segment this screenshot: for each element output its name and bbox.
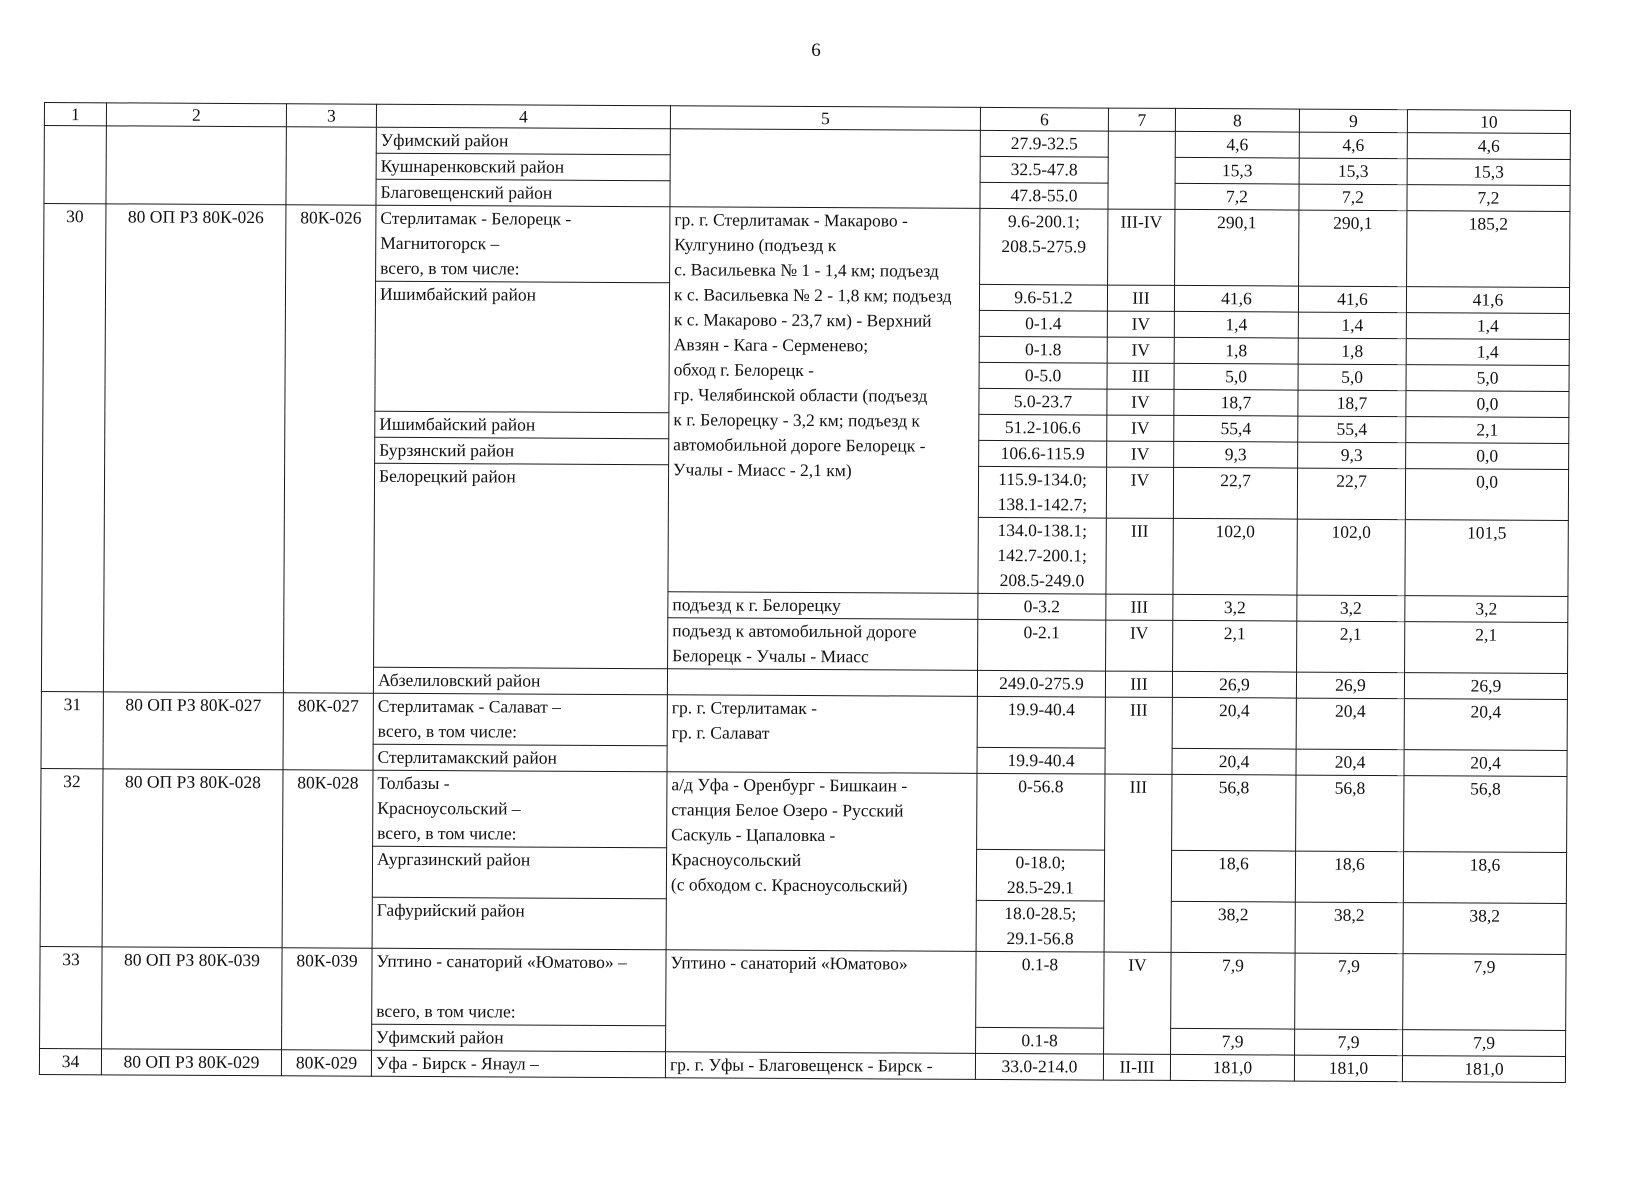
category-cell: IV	[1106, 620, 1173, 671]
km-cell: 106.6-115.9	[979, 440, 1107, 467]
value-cell: 7,2	[1407, 185, 1570, 212]
km-cell: 0-18.0; 28.5-29.1	[976, 849, 1104, 901]
value-cell: 7,9	[1171, 1028, 1295, 1055]
km-cell: 32.5-47.8	[980, 156, 1108, 183]
district-cell: Гафурийский район	[372, 897, 666, 950]
value-cell: 0,0	[1406, 443, 1569, 470]
road-route: Уптино - санаторий «Юматово»	[666, 950, 977, 1054]
value-cell: 26,9	[1404, 673, 1567, 700]
value-cell: 20,4	[1172, 748, 1296, 775]
road-id: 80 ОП РЗ 80К-039	[102, 947, 283, 1050]
km-cell: 0.1-8	[976, 951, 1104, 1028]
route-cell: подъезд к г. Белорецку	[668, 592, 978, 620]
value-cell: 7,9	[1295, 953, 1403, 1030]
value-cell: 181,0	[1402, 1056, 1565, 1083]
category-cell: IV	[1107, 415, 1174, 441]
table-row	[44, 204, 1570, 288]
district-cell: Уфимский район	[372, 1024, 666, 1052]
value-cell: 7,9	[1403, 954, 1566, 1031]
value-cell: 181,0	[1170, 1054, 1294, 1081]
value-cell: 56,8	[1296, 775, 1404, 852]
km-cell: 51.2-106.6	[979, 414, 1107, 441]
value-cell: 7,9	[1295, 1029, 1403, 1056]
road-name: Стерлитамак - Белорецк - Магнитогорск – всего, в том числе:	[376, 205, 670, 283]
category-cell: IV	[1107, 441, 1174, 467]
value-cell: 7,9	[1171, 952, 1295, 1029]
km-cell: 18.0-28.5; 29.1-56.8	[976, 900, 1104, 952]
category-cell: III	[1106, 518, 1173, 594]
km-cell: 27.9-32.5	[980, 130, 1108, 157]
km-cell: 0-5.0	[979, 362, 1107, 389]
value-cell: 102,0	[1173, 518, 1297, 595]
row-number: 31	[41, 691, 103, 768]
road-code: 80К-039	[282, 948, 373, 1050]
value-cell: 1,4	[1406, 339, 1569, 366]
value-cell: 0,0	[1406, 391, 1569, 418]
header-cell: 6	[980, 107, 1108, 131]
km-cell: 19.9-40.4	[977, 747, 1105, 774]
road-route: гр. г. Стерлитамак - Макарово - Кулгунино (подъезд к с. Васильевка № 1 - 1,4 км; подъезд к с. Васильевка № 2 - 1,8 км; подъезд к с. Макарово - 23,7 км) - Верхний Авзян - Кага - Серменево; обход г. Белорецк - гр. Челябинской области (подъезд к г. Белорецку - 3,2 км; подъезд к автомобильной дороге Белорецк - Учалы - Миасс - 2,1 км)	[668, 207, 980, 594]
district-cell: Ишимбайский район	[375, 281, 670, 413]
value-cell: 15,3	[1407, 159, 1570, 186]
roads-table	[39, 102, 1571, 1083]
district-cell: Бурзянский район	[375, 437, 669, 465]
district-cell: Абзелиловский район	[373, 667, 667, 695]
district-cell: Стерлитамакский район	[373, 744, 667, 772]
km-cell: 47.8-55.0	[980, 182, 1108, 209]
value-cell: 20,4	[1404, 699, 1567, 751]
category-cell: III-IV	[1108, 209, 1175, 285]
value-cell: 7,9	[1403, 1030, 1566, 1057]
road-id: 80 ОП РЗ 80К-029	[101, 1049, 281, 1076]
value-cell: 1,4	[1406, 313, 1569, 340]
value-cell: 5,0	[1406, 365, 1569, 392]
header-cell: 4	[376, 104, 670, 129]
header-cell: 8	[1175, 108, 1299, 132]
road-name: Уфа - Бирск - Янаул –	[371, 1050, 665, 1078]
value-cell: 1,4	[1298, 312, 1406, 339]
value-cell: 18,7	[1174, 389, 1298, 416]
district-cell: Белорецкий район	[374, 463, 669, 669]
value-cell: 1,8	[1174, 337, 1298, 364]
value-cell: 3,2	[1405, 596, 1568, 623]
row-number: 33	[40, 946, 103, 1048]
value-cell: 20,4	[1296, 749, 1404, 776]
header-cell: 2	[106, 103, 286, 127]
road-route: а/д Уфа - Оренбург - Бишкаин - станция Белое Озеро - Русский Саскуль - Цапаловка - Красноусольский (с обходом с. Красноусольский)	[666, 772, 977, 952]
km-cell: 0-1.4	[979, 310, 1107, 337]
route-cell: подъезд к автомобильной дороге Белорецк - Учалы - Миасс	[668, 618, 978, 671]
header-cell: 3	[286, 104, 376, 127]
value-cell: 1,4	[1174, 311, 1298, 338]
header-cell: 10	[1407, 110, 1570, 134]
value-cell: 3,2	[1297, 595, 1405, 622]
value-cell: 102,0	[1297, 519, 1405, 596]
value-cell: 20,4	[1296, 698, 1404, 750]
value-cell: 41,6	[1298, 286, 1406, 313]
road-code: 80К-028	[282, 770, 373, 948]
category-cell: III	[1107, 363, 1174, 389]
km-cell: 0-2.1	[978, 619, 1106, 671]
value-cell: 5,0	[1298, 364, 1406, 391]
value-cell: 56,8	[1404, 776, 1567, 853]
header-cell: 5	[670, 106, 980, 131]
value-cell: 18,7	[1298, 390, 1406, 417]
value-cell: 4,6	[1407, 133, 1570, 160]
value-cell: 290,1	[1175, 209, 1299, 286]
value-cell: 9,3	[1174, 441, 1298, 468]
value-cell: 4,6	[1299, 132, 1407, 159]
km-cell: 115.9-134.0; 138.1-142.7;	[978, 466, 1106, 518]
value-cell: 3,2	[1173, 594, 1297, 621]
value-cell: 15,3	[1299, 158, 1407, 185]
road-name: Уптино - санаторий «Юматово» – всего, в том числе:	[372, 948, 666, 1026]
value-cell: 18,6	[1295, 851, 1403, 903]
category-cell: IV	[1107, 311, 1174, 337]
district-cell: Уфимский район	[376, 127, 670, 155]
table-row	[41, 768, 1567, 852]
page-number: 6	[811, 40, 821, 61]
km-cell: 0-3.2	[978, 593, 1106, 620]
road-id: 80 ОП РЗ 80К-026	[103, 204, 286, 693]
road-code: 80К-026	[283, 205, 376, 693]
value-cell: 2,1	[1405, 622, 1568, 674]
km-cell: 249.0-275.9	[977, 670, 1105, 697]
value-cell: 101,5	[1405, 520, 1568, 597]
value-cell: 4,6	[1175, 131, 1299, 158]
header-cell: 9	[1299, 109, 1407, 133]
road-code: 80К-027	[283, 693, 373, 770]
category-cell: II-III	[1103, 1054, 1170, 1080]
value-cell: 26,9	[1172, 671, 1296, 698]
value-cell: 185,2	[1407, 211, 1570, 288]
value-cell: 7,2	[1299, 184, 1407, 211]
road-id: 80 ОП РЗ 80К-028	[102, 769, 283, 948]
category-cell: III	[1105, 671, 1172, 697]
km-cell: 134.0-138.1; 142.7-200.1; 208.5-249.0	[978, 517, 1106, 594]
district-cell: Аургазинский район	[372, 846, 666, 899]
value-cell: 2,1	[1406, 417, 1569, 444]
road-code: 80К-029	[281, 1050, 371, 1076]
value-cell: 15,3	[1175, 157, 1299, 184]
district-cell: Ишимбайский район	[375, 411, 669, 439]
table-row	[40, 946, 1566, 1030]
value-cell: 18,6	[1403, 852, 1566, 904]
road-name: Толбазы - Красноусольский – всего, в том числе:	[373, 770, 667, 848]
km-cell: 0-1.8	[979, 336, 1107, 363]
km-cell: 9.6-51.2	[979, 284, 1107, 311]
km-cell: 0.1-8	[976, 1027, 1104, 1054]
row-number: 30	[41, 204, 106, 692]
road-route: гр. г. Стерлитамак - гр. г. Салават	[667, 695, 977, 774]
value-cell: 0,0	[1405, 469, 1568, 521]
km-cell: 19.9-40.4	[977, 696, 1105, 748]
value-cell: 7,2	[1175, 183, 1299, 210]
table-row	[41, 691, 1567, 750]
road-name: Стерлитамак - Салават – всего, в том числе:	[373, 693, 667, 746]
category-cell: III	[1106, 594, 1173, 620]
value-cell: 5,0	[1174, 363, 1298, 390]
value-cell: 22,7	[1173, 467, 1297, 519]
road-route: гр. г. Уфы - Благовещенск - Бирск -	[665, 1052, 975, 1080]
value-cell: 41,6	[1174, 285, 1298, 312]
category-cell: III	[1105, 697, 1172, 774]
district-cell: Благовещенский район	[376, 179, 670, 207]
category-cell: IV	[1107, 389, 1174, 415]
km-cell: 0-56.8	[977, 773, 1105, 850]
value-cell: 9,3	[1298, 442, 1406, 469]
value-cell: 20,4	[1404, 750, 1567, 777]
value-cell: 38,2	[1403, 903, 1566, 955]
category-cell: IV	[1107, 337, 1174, 363]
value-cell: 18,6	[1171, 850, 1295, 902]
district-cell: Кушнаренковский район	[376, 153, 670, 181]
row-number: 32	[40, 768, 103, 946]
km-cell: 5.0-23.7	[979, 388, 1107, 415]
category-cell: IV	[1106, 467, 1173, 518]
header-cell: 1	[44, 103, 106, 126]
value-cell: 26,9	[1296, 672, 1404, 699]
value-cell: 22,7	[1297, 468, 1405, 520]
value-cell: 38,2	[1295, 902, 1403, 954]
value-cell: 55,4	[1298, 416, 1406, 443]
value-cell: 2,1	[1173, 620, 1297, 672]
value-cell: 2,1	[1297, 621, 1405, 673]
km-cell: 33.0-214.0	[975, 1053, 1103, 1080]
value-cell: 20,4	[1172, 697, 1296, 749]
value-cell: 290,1	[1299, 210, 1407, 287]
value-cell: 55,4	[1174, 415, 1298, 442]
row-number: 34	[39, 1048, 101, 1074]
header-cell: 7	[1108, 108, 1175, 131]
km-cell: 9.6-200.1; 208.5-275.9	[980, 208, 1108, 285]
value-cell: 181,0	[1294, 1055, 1402, 1082]
category-cell: IV	[1104, 952, 1172, 1054]
value-cell: 1,8	[1298, 338, 1406, 365]
value-cell: 38,2	[1171, 901, 1295, 953]
category-cell: III	[1107, 285, 1174, 311]
value-cell: 56,8	[1172, 774, 1296, 851]
road-id: 80 ОП РЗ 80К-027	[103, 692, 283, 770]
value-cell: 41,6	[1406, 287, 1569, 314]
category-cell: III	[1104, 774, 1172, 952]
